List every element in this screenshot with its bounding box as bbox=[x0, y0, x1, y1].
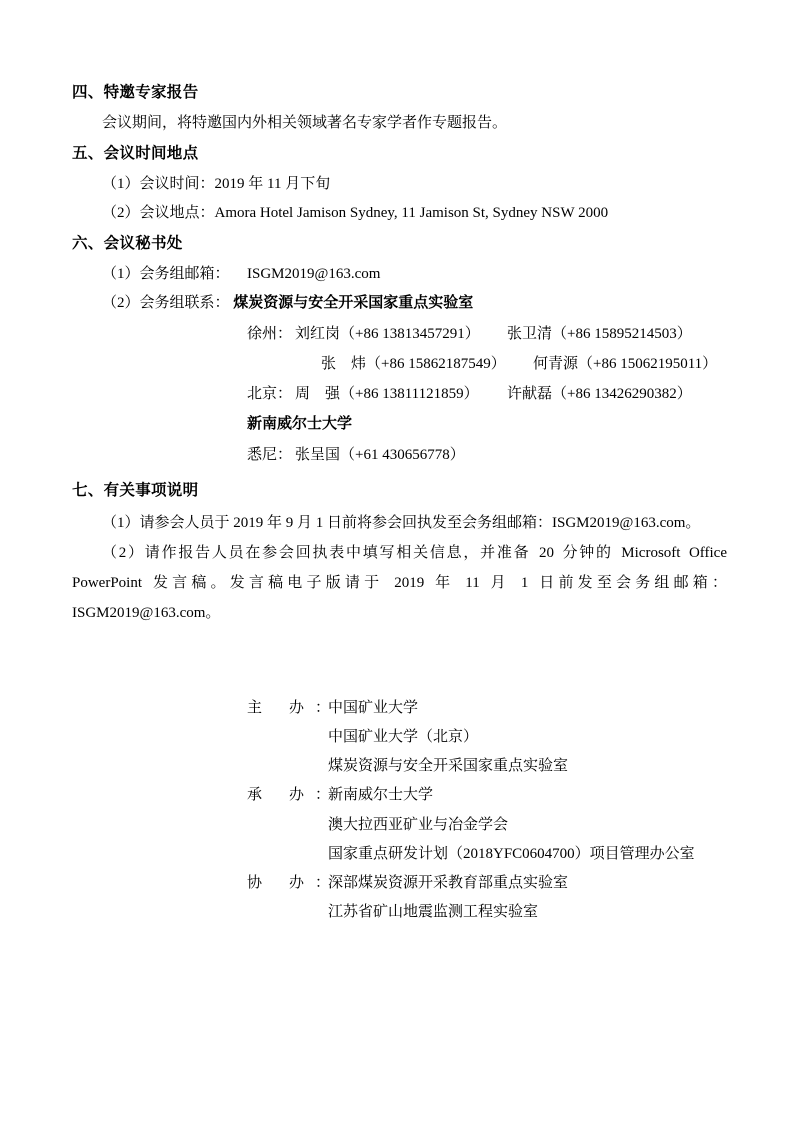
section-5-paragraph-1: （1）会议时间：2019 年 11 月下旬 bbox=[102, 176, 331, 193]
contact-person: 张呈国（+61 430656778） bbox=[295, 447, 465, 464]
section-5-paragraph-2: （2）会议地点：Amora Hotel Jamison Sydney, 11 Jamison St, Sydney NSW 2000 bbox=[102, 205, 609, 222]
organizer-colon: ： bbox=[315, 875, 331, 891]
section-7-paragraph-1: （1）请参会人员于 2019 年 9 月 1 日前将参会回执发至会务组邮箱：ISGM2019@163.com。 bbox=[102, 514, 701, 531]
contact-people bbox=[295, 440, 727, 470]
contact-list-1 bbox=[72, 319, 727, 409]
organizers-block bbox=[72, 694, 727, 928]
organizer-label: 主 办 bbox=[247, 699, 311, 716]
contact-person: 张 炜（+86 15862187549） bbox=[321, 355, 506, 372]
section-heading-5: 五、会议时间地点 bbox=[72, 144, 199, 162]
organizer-colon: ： bbox=[315, 787, 331, 804]
organizer-value: 江苏省矿山地震监测工程实验室 bbox=[328, 904, 539, 921]
contact-people bbox=[295, 349, 727, 379]
secretariat-email-line bbox=[72, 260, 727, 289]
secretariat-email-value: ISGM2019@163.com bbox=[247, 266, 381, 283]
organizer-row bbox=[247, 694, 727, 782]
secretariat-email-label: （1）会务组邮箱： bbox=[102, 266, 230, 283]
contact-city: 悉尼： bbox=[247, 447, 293, 464]
section-heading-6: 六、会议秘书处 bbox=[72, 234, 183, 252]
organizer-value: 中国矿业大学（北京） bbox=[328, 728, 479, 745]
secretariat-contact-label: （2）会务组联系： bbox=[102, 295, 230, 312]
organizer-row bbox=[247, 869, 727, 928]
contact-people bbox=[295, 319, 727, 349]
organizer-value: 煤炭资源与安全开采国家重点实验室 bbox=[328, 758, 569, 774]
contact-list-2 bbox=[72, 440, 727, 470]
contact-people bbox=[295, 379, 727, 409]
section-heading-7: 七、有关事项说明 bbox=[72, 482, 199, 500]
contact-person: 许献磊（+86 13426290382） bbox=[507, 385, 692, 402]
contact-row bbox=[247, 440, 727, 470]
section-4-paragraph-1: 会议期间，将特邀国内外相关领域著名专家学者作专题报告。 bbox=[102, 115, 508, 132]
organizer-values bbox=[328, 781, 727, 869]
organizer-colon: ： bbox=[315, 699, 331, 716]
organizer-label: 承 办 bbox=[247, 787, 311, 804]
contact-city: 北京： bbox=[247, 385, 293, 402]
organizer-value: 深部煤炭资源开采教育部重点实验室 bbox=[328, 875, 569, 891]
lab-name-2: 新南威尔士大学 bbox=[247, 415, 353, 432]
contact-person: 刘红岗（+86 13813457291） bbox=[295, 325, 480, 342]
contact-city: 徐州： bbox=[247, 325, 293, 342]
organizer-value: 国家重点研发计划（2018YFC0604700）项目管理办公室 bbox=[328, 845, 695, 862]
contact-person: 何青源（+86 15062195011） bbox=[533, 355, 718, 372]
contact-row bbox=[247, 379, 727, 409]
lab-name-1: 煤炭资源与安全开采国家重点实验室 bbox=[233, 295, 474, 312]
organizer-values bbox=[328, 694, 727, 782]
contact-person: 周 强（+86 13811121859） bbox=[295, 385, 479, 402]
secretariat-contact-line bbox=[72, 289, 727, 318]
organizer-row bbox=[247, 781, 727, 869]
contact-person: 张卫清（+86 15895214503） bbox=[507, 325, 692, 342]
organizer-label: 协 办 bbox=[247, 875, 311, 891]
organizer-value: 澳大拉西亚矿业与冶金学会 bbox=[328, 816, 509, 833]
document-body bbox=[72, 78, 727, 928]
organizer-values bbox=[328, 869, 727, 928]
contact-row bbox=[247, 349, 727, 379]
contact-row bbox=[247, 319, 727, 349]
organizer-value: 新南威尔士大学 bbox=[328, 787, 434, 804]
section-7-paragraph-2: （2）请作报告人员在参会回执表中填写相关信息，并准备 20 分钟的 Microsoft Office PowerPoint 发言稿。发言稿电子版请于 2019 年 11 月 1 日前发至会务组邮箱：ISGM2019@163.com。 bbox=[72, 544, 727, 621]
organizer-value: 中国矿业大学 bbox=[328, 699, 419, 716]
section-heading-4: 四、特邀专家报告 bbox=[72, 84, 199, 101]
